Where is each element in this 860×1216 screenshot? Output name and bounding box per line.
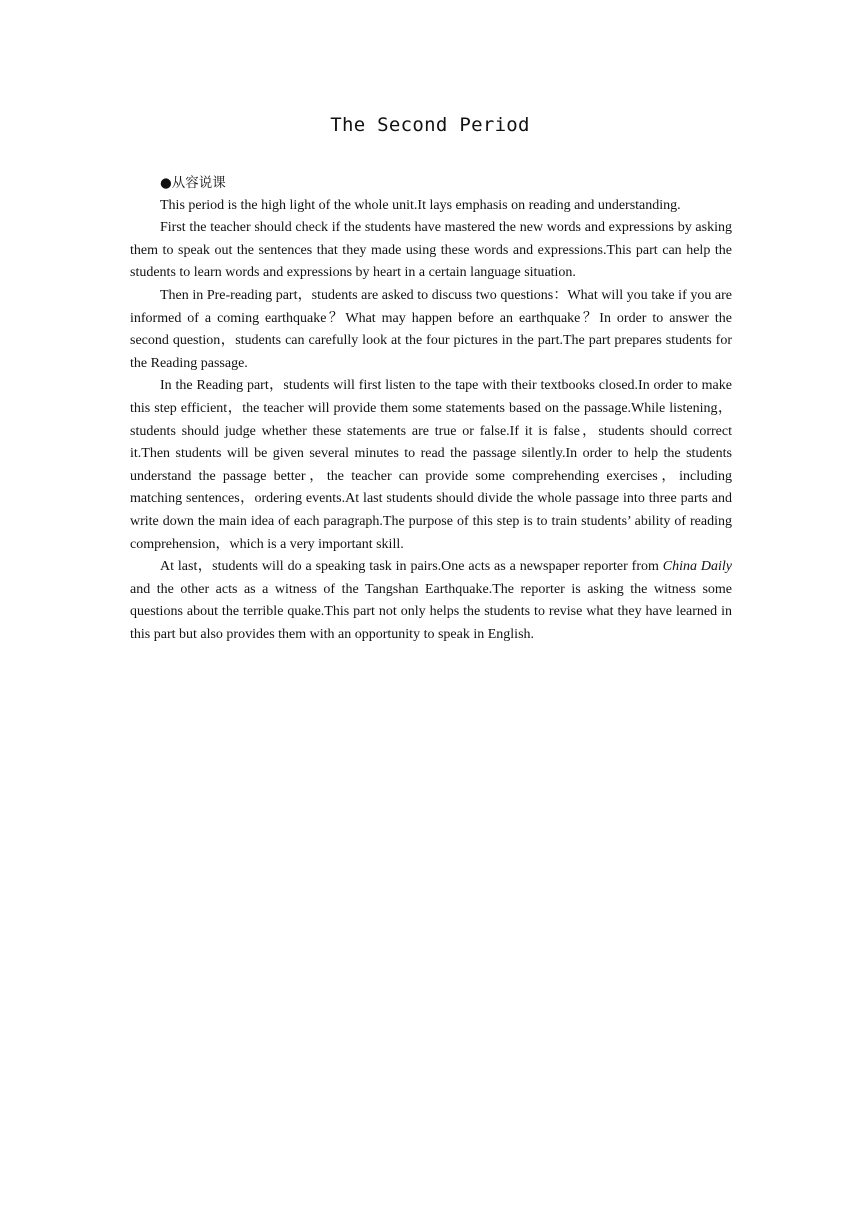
page-title: The Second Period bbox=[330, 114, 530, 136]
section-heading: ●从容说课 bbox=[160, 175, 226, 191]
paragraph-2: First the teacher should check if the students have mastered the new words and expressions by asking them to speak out the sentences that they made using these words and expressions.This part can help the students to learn words and expressions by heart in a certain language situation. bbox=[130, 220, 732, 281]
paragraph-3: Then in Pre-reading part，students are asked to discuss two questions：What will you take if you are informed of a coming earthquake？What may happen before an earthquake？In order to answer the second question，students can carefully look at the four pictures in the part.The part prepares students for the Reading passage. bbox=[130, 287, 732, 371]
paragraph-4: In the Reading part，students will first listen to the tape with their textbooks closed.In order to make this step efficient，the teacher will provide them some statements based on the passage.While listening，students should judge whether these statements are true or false.If it is false，students should correct it.Then students will be given several minutes to read the passage silently.In order to help the students understand the passage better，the teacher can provide some comprehending exercises，including matching sentences，ordering events.At last students should divide the whole passage into three parts and write down the main idea of each paragraph.The purpose of this step is to train students’ ability of reading comprehension，which is a very important skill. bbox=[130, 378, 732, 552]
paragraph-1: This period is the high light of the whole unit.It lays emphasis on reading and understanding. bbox=[160, 197, 681, 213]
paragraph-5 bbox=[130, 556, 732, 646]
newspaper-name: China Daily bbox=[662, 559, 732, 575]
paragraph-5-part-1: At last，students will do a speaking task in pairs.One acts as a newspaper reporter from bbox=[160, 559, 663, 575]
paragraph-5-part-2: and the other acts as a witness of the Tangshan Earthquake.The reporter is asking the witness some questions about the terrible quake.This part not only helps the students to revise what they have learned in this part but also provides them with an opportunity to speak in English. bbox=[130, 581, 732, 642]
document-body bbox=[130, 172, 732, 646]
